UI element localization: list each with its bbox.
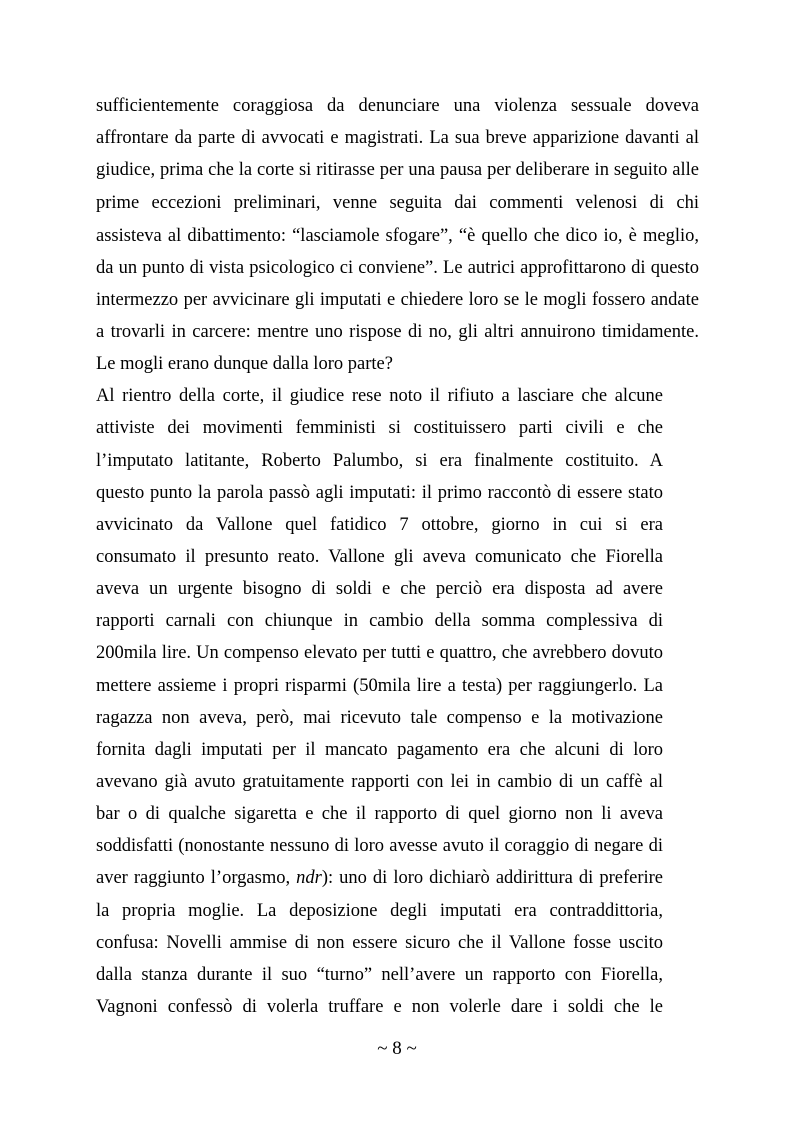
text-line: confusa: Novelli ammise di non essere sicuro che il Vallone fosse uscito: [96, 933, 663, 953]
text-line: Vagnoni confessò di volerla truffare e non volerle dare i soldi che le: [96, 997, 663, 1017]
italic-abbreviation: ndr: [296, 868, 322, 888]
text-line: [96, 866, 663, 890]
text-line: assisteva al dibattimento: “lasciamole sfogare”, “è quello che dico io, è meglio,: [96, 226, 699, 246]
text-line: fornita dagli imputati per il mancato pagamento era che alcuni di loro: [96, 740, 663, 760]
text-line: mettere assieme i propri risparmi (50mila lire a testa) per raggiungerlo. La: [96, 676, 663, 696]
text-line: 200mila lire. Un compenso elevato per tutti e quattro, che avrebbero dovuto: [96, 643, 663, 663]
text-line: dalla stanza durante il suo “turno” nell’avere un rapporto con Fiorella,: [96, 965, 663, 985]
text-line: avevano già avuto gratuitamente rapporti con lei in cambio di un caffè al: [96, 772, 663, 792]
text-line: intermezzo per avvicinare gli imputati e chiedere loro se le mogli fossero andate: [96, 290, 699, 310]
text-line: l’imputato latitante, Roberto Palumbo, si era finalmente costituito. A: [96, 451, 663, 471]
text-line: Le mogli erano dunque dalla loro parte?: [96, 354, 393, 374]
text-line: prime eccezioni preliminari, venne seguita dai commenti velenosi di chi: [96, 193, 699, 213]
text-line: affrontare da parte di avvocati e magistrati. La sua breve apparizione davanti al: [96, 128, 699, 148]
text-line: ragazza non aveva, però, mai ricevuto tale compenso e la motivazione: [96, 708, 663, 728]
text-line: rapporti carnali con chiunque in cambio della somma complessiva di: [96, 611, 663, 631]
text-line: bar o di qualche sigaretta e che il rapporto di quel giorno non li aveva: [96, 804, 663, 824]
text-span: aver raggiunto l’orgasmo,: [96, 868, 297, 888]
text-line: aveva un urgente bisogno di soldi e che perciò era disposta ad avere: [96, 579, 663, 599]
text-line: soddisfatti (nonostante nessuno di loro avesse avuto il coraggio di negare di: [96, 836, 663, 856]
text-line: Al rientro della corte, il giudice rese noto il rifiuto a lasciare che alcune: [96, 386, 663, 406]
text-line: da un punto di vista psicologico ci conviene”. Le autrici approfittarono di questo: [96, 258, 699, 278]
text-line: giudice, prima che la corte si ritirasse per una pausa per deliberare in seguito alle: [96, 160, 699, 180]
text-line: questo punto la parola passò agli imputati: il primo raccontò di essere stato: [96, 483, 663, 503]
text-line: avvicinato da Vallone quel fatidico 7 ottobre, giorno in cui si era: [96, 515, 663, 535]
text-line: a trovarli in carcere: mentre uno rispose di no, gli altri annuirono timidamente.: [96, 322, 699, 342]
text-line: consumato il presunto reato. Vallone gli aveva comunicato che Fiorella: [96, 547, 663, 567]
text-line: la propria moglie. La deposizione degli imputati era contraddittoria,: [96, 901, 663, 921]
text-line: sufficientemente coraggiosa da denunciare una violenza sessuale doveva: [96, 96, 699, 116]
text-line: attiviste dei movimenti femministi si costituissero parti civili e che: [96, 418, 663, 438]
page-number: ~ 8 ~: [377, 1038, 417, 1059]
text-span: ): uno di loro dichiarò addirittura di preferire: [321, 868, 663, 888]
